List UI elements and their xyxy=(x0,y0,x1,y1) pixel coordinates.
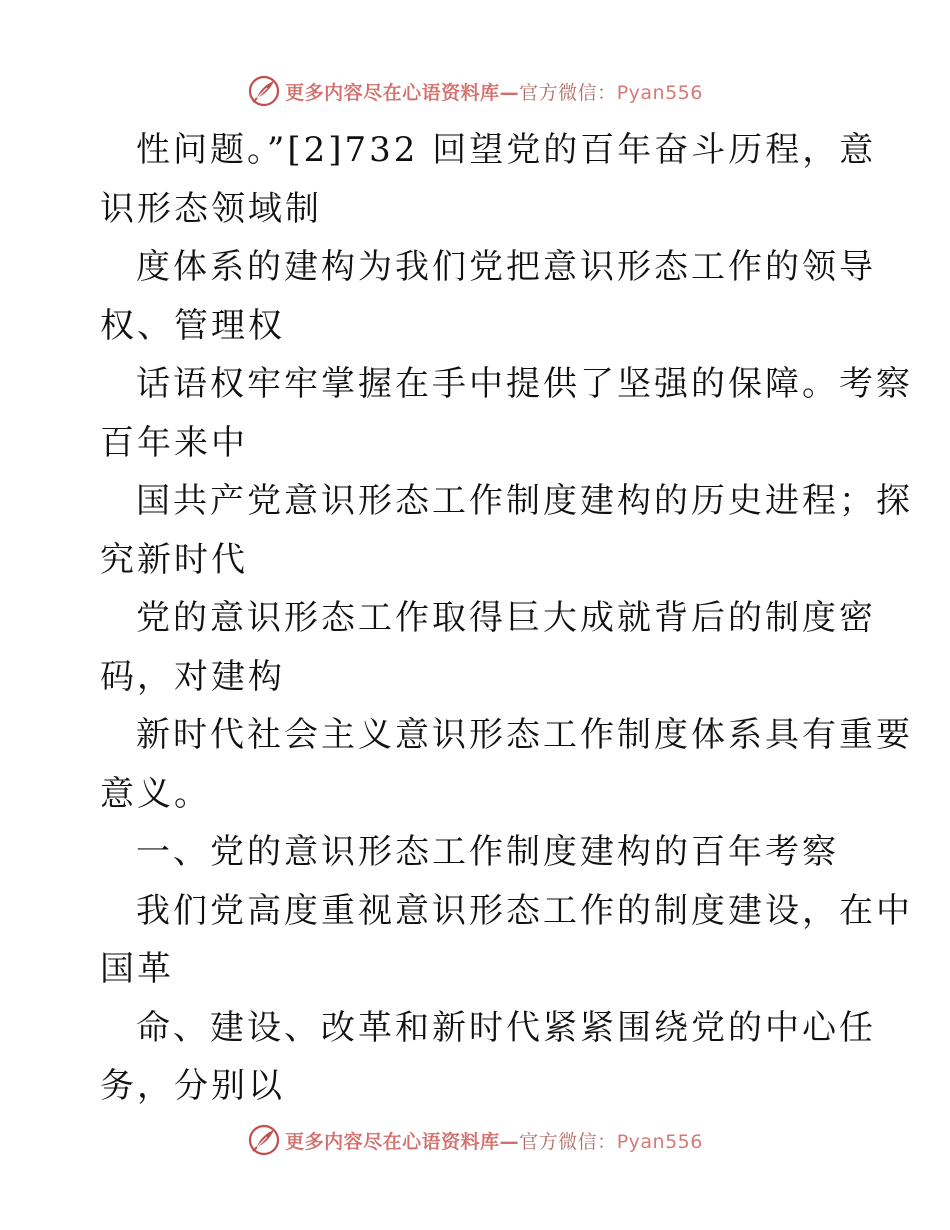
footer-watermark xyxy=(0,1120,950,1160)
body-line-17: 务，分别以 xyxy=(100,1066,285,1106)
footer-watermark-sep: — xyxy=(499,1130,520,1153)
body-line-8: 究新时代 xyxy=(100,539,248,580)
body-line-7: 国共产党意识形态工作制度建构的历史进程；探 xyxy=(136,481,913,521)
body-line-4: 权、管理权 xyxy=(100,305,285,346)
footer-watermark-text xyxy=(285,1127,703,1154)
footer-watermark-id: Pyan556 xyxy=(616,1130,703,1153)
header-watermark-text xyxy=(285,78,703,105)
quill-logo-icon xyxy=(247,1123,281,1157)
document-body xyxy=(0,121,950,1116)
body-line-2: 识形态领域制 xyxy=(100,188,322,229)
header-watermark-sep: — xyxy=(499,81,520,104)
header-watermark-wechat: 官方微信： xyxy=(519,81,617,104)
header-watermark xyxy=(0,71,950,111)
body-line-10: 码，对建构 xyxy=(100,656,285,697)
body-line-15: 国革 xyxy=(100,949,174,989)
body-line-6: 百年来中 xyxy=(100,422,248,463)
body-line-3: 度体系的建构为我们党把意识形态工作的领导 xyxy=(136,247,876,287)
body-line-16: 命、建设、改革和新时代紧紧围绕党的中心任 xyxy=(136,1007,876,1048)
body-line-14: 我们党高度重视意识形态工作的制度建设，在中 xyxy=(136,890,913,931)
header-watermark-id: Pyan556 xyxy=(616,81,703,104)
body-line-11: 新时代社会主义意识形态工作制度体系具有重要 xyxy=(136,715,913,755)
body-line-5: 话语权牢牢掌握在手中提供了坚强的保障。考察 xyxy=(136,364,913,404)
body-line-12: 意义。 xyxy=(100,773,211,814)
header-watermark-main: 更多内容尽在心语资料库 xyxy=(285,81,500,104)
footer-watermark-wechat: 官方微信： xyxy=(519,1130,617,1153)
quill-logo-icon xyxy=(247,74,281,108)
section-heading: 一、党的意识形态工作制度建构的百年考察 xyxy=(136,832,839,872)
body-line-9: 党的意识形态工作取得巨大成就背后的制度密 xyxy=(136,598,876,638)
body-line-1: 性问题。”[2]732 回望党的百年奋斗历程，意 xyxy=(136,130,877,170)
footer-watermark-main: 更多内容尽在心语资料库 xyxy=(285,1130,500,1153)
